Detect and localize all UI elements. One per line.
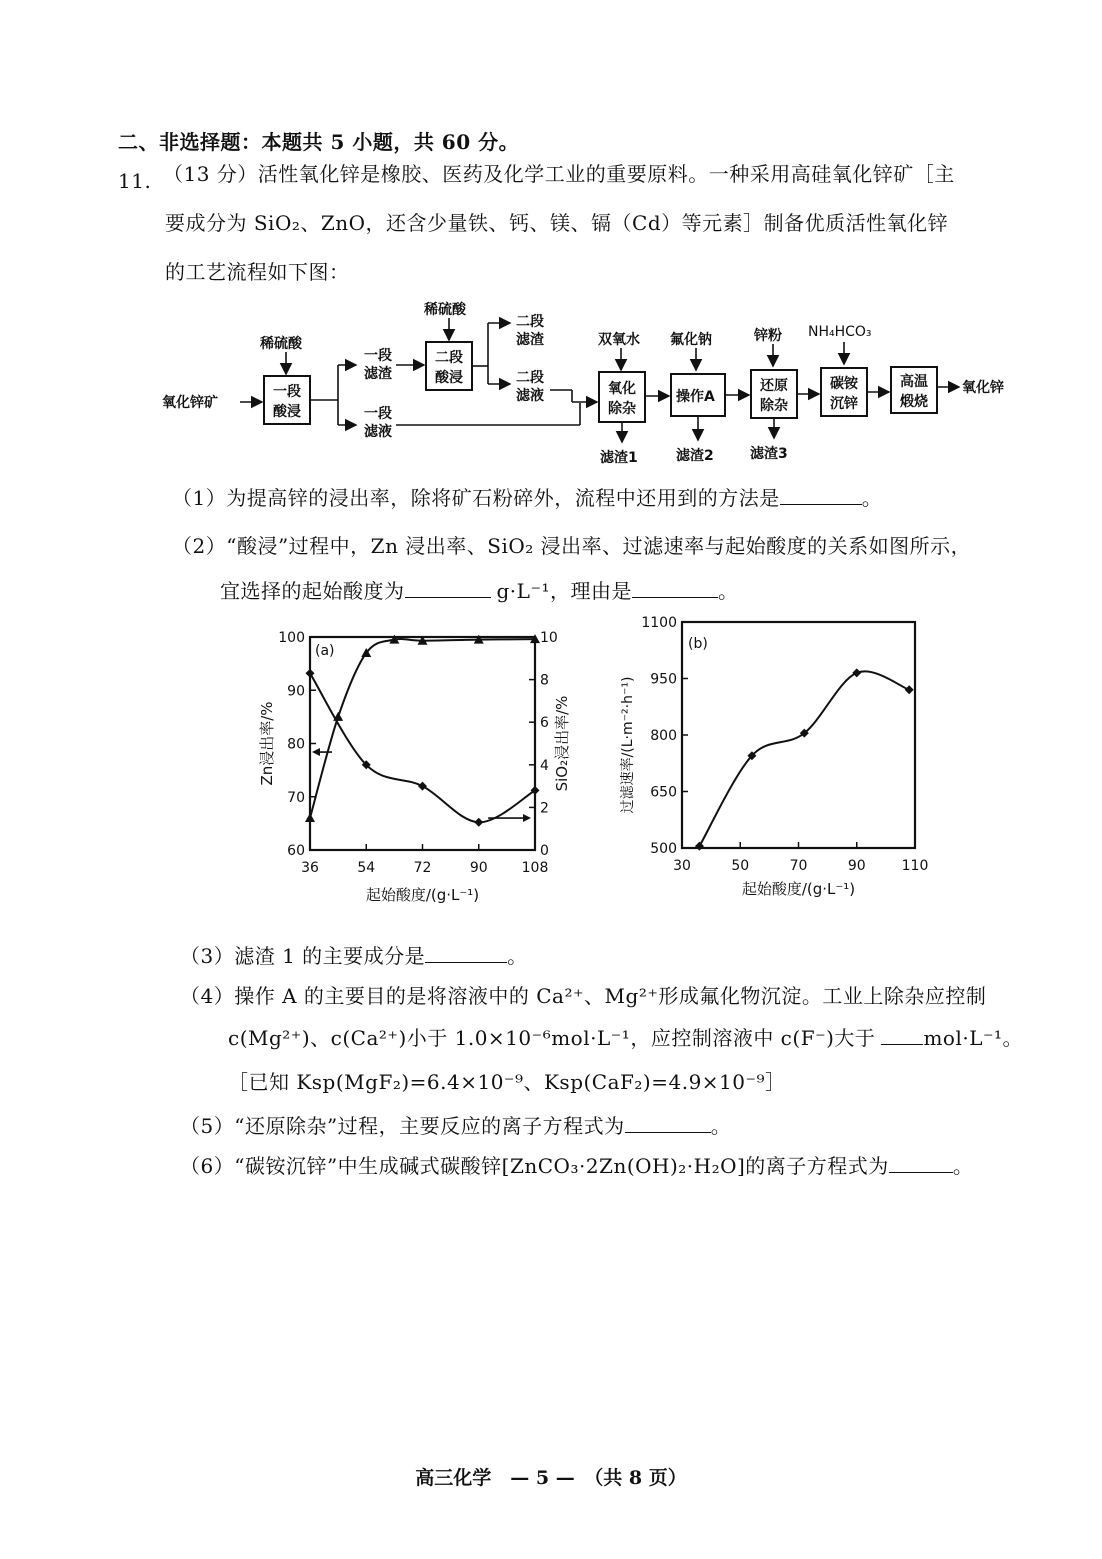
question-end: 。 xyxy=(710,1114,732,1138)
flow-zinc-label: 锌粉 xyxy=(754,328,782,344)
flow-input-label: 氧化锌矿 xyxy=(162,395,218,411)
answer-blank-2b[interactable] xyxy=(632,579,718,598)
question-3-text: （3）滤渣 1 的主要成分是 xyxy=(180,944,426,968)
question-6 xyxy=(180,1150,973,1179)
flow-leach2-box: 酸浸 xyxy=(435,370,463,386)
chart-a-y-left-tick-label: 60 xyxy=(287,843,305,859)
question-4b-pre: c(Mg²⁺)、c(Ca²⁺)小于 1.0×10⁻⁶mol·L⁻¹，应控制溶液中 c(F⁻)大于 xyxy=(228,1026,876,1050)
question-2a: （2）“酸浸”过程中，Zn 浸出率、SiO₂ 浸出率、过滤速率与起始酸度的关系如图所示， xyxy=(172,534,972,558)
page-footer: 高三化学 — 5 — （共 8 页） xyxy=(415,1467,687,1489)
flow-filtrate1-label: 一段 xyxy=(364,406,392,422)
chart-a-y-left-tick-label: 70 xyxy=(287,789,305,806)
flow-naf-label: 氟化钠 xyxy=(670,332,712,348)
flow-carb-box: 碳铵 xyxy=(830,376,858,392)
chart-a-x-tick-label: 72 xyxy=(413,860,432,876)
flow-nh4hco3-label: NH₄HCO₃ xyxy=(808,324,872,340)
question-intro-line3: 的工艺流程如下图： xyxy=(165,260,350,284)
chart-a-y-left-tick-label: 100 xyxy=(278,630,305,646)
question-4b-unit: mol·L⁻¹。 xyxy=(923,1026,1024,1050)
question-intro-line1: （13 分）活性氧化锌是橡胶、医药及化学工业的重要原料。一种采用高硅氧化锌矿［主 xyxy=(163,162,955,186)
answer-blank-2a[interactable] xyxy=(405,579,491,598)
chart-a-point xyxy=(306,669,315,678)
question-6-text: （6）“碳铵沉锌”中生成碱式碳酸锌[ZnCO₃·2Zn(OH)₂·H₂O]的离子方程式为 xyxy=(180,1154,889,1178)
chart-b-y-tick-label: 500 xyxy=(650,841,677,857)
chart-a-point xyxy=(418,782,427,791)
flow-leach1-box: 酸浸 xyxy=(273,404,301,420)
chart-b-series-line xyxy=(699,671,909,846)
answer-blank-4[interactable] xyxy=(881,1026,923,1045)
question-2b xyxy=(220,575,739,604)
chart-a-point xyxy=(305,813,315,822)
chart-a-y-left-axis-label: Zn浸出率/% xyxy=(258,701,276,786)
chart-a-series-line xyxy=(310,639,535,818)
question-2b-unit: g·L⁻¹，理由是 xyxy=(496,579,633,603)
flow-calc-box: 高温 xyxy=(900,374,928,390)
chart-a-x-tick-label: 108 xyxy=(521,860,549,876)
section-title: 二、非选择题：本题共 5 小题，共 60 分。 xyxy=(118,130,520,154)
chart-a-y-right-tick-label: 0 xyxy=(540,843,549,859)
flow-acid2-label: 稀硫酸 xyxy=(424,302,466,318)
question-3 xyxy=(180,940,528,969)
flow-filtrate2-label: 滤液 xyxy=(516,388,544,404)
chart-a-series-line xyxy=(310,673,535,822)
chart-a-y-right-tick-label: 2 xyxy=(540,800,549,817)
chart-a-y-right-axis-label: SiO₂浸出率/% xyxy=(553,695,571,792)
chart-b-x-tick-label: 110 xyxy=(901,858,929,874)
flow-residue2-label: 二段 xyxy=(516,314,544,330)
flow-residue1-label: 一段 xyxy=(364,348,392,364)
question-end: 。 xyxy=(718,579,739,603)
chart-b-point xyxy=(852,668,861,677)
chart-b-point xyxy=(905,685,914,694)
flow-leach2-box: 二段 xyxy=(435,350,463,366)
chart-b-x-tick-label: 70 xyxy=(789,858,808,874)
chart-a-x-tick-label: 90 xyxy=(469,860,488,876)
flow-reduction-box: 还原 xyxy=(760,378,788,394)
process-flowchart xyxy=(160,290,1040,475)
chart-b-y-axis-label: 过滤速率/(L·m⁻²·h⁻¹) xyxy=(620,676,636,814)
chart-b-panel-label: (b) xyxy=(688,636,708,652)
chart-a-x-axis-label: 起始酸度/(g·L⁻¹) xyxy=(365,886,480,904)
question-end: 。 xyxy=(952,1154,974,1178)
chart-b-y-tick-label: 800 xyxy=(650,728,677,744)
chart-b-y-tick-label: 650 xyxy=(650,784,677,801)
flow-output-label: 氧化锌 xyxy=(962,380,1004,396)
question-end: 。 xyxy=(861,486,883,510)
flow-carb-box: 沉锌 xyxy=(830,396,858,412)
answer-blank-5[interactable] xyxy=(625,1114,711,1133)
answer-blank-6[interactable] xyxy=(889,1154,953,1173)
chart-a-y-right-tick-label: 8 xyxy=(540,672,549,689)
chart-a-y-right-tick-label: 6 xyxy=(540,715,549,732)
flow-oxidation-box: 除杂 xyxy=(608,401,636,417)
flow-acid1-label: 稀硫酸 xyxy=(260,336,302,352)
question-5 xyxy=(180,1110,731,1139)
chart-b-x-tick-label: 30 xyxy=(673,858,691,874)
chart-b-x-tick-label: 50 xyxy=(731,858,750,874)
flow-slag2-label: 滤渣2 xyxy=(676,448,714,464)
flow-slag3-label: 滤渣3 xyxy=(750,446,788,462)
question-1-text: （1）为提高锌的浸出率，除将矿石粉碎外，流程中还用到的方法是 xyxy=(172,486,780,510)
flow-oxidation-box: 氧化 xyxy=(608,381,636,397)
chart-a xyxy=(258,630,571,904)
flow-calc-box: 煅烧 xyxy=(900,394,928,410)
flow-opA-box: 操作A xyxy=(676,389,715,405)
charts xyxy=(250,610,950,915)
question-4c: ［已知 Ksp(MgF₂)=6.4×10⁻⁹、Ksp(CaF₂)=4.9×10⁻⁹］ xyxy=(228,1070,786,1094)
chart-a-y-left-tick-label: 90 xyxy=(287,683,305,700)
question-1 xyxy=(172,482,882,511)
flow-residue2-label: 滤渣 xyxy=(516,332,544,348)
chart-a-x-tick-label: 54 xyxy=(357,860,376,876)
chart-a-y-left-tick-label: 80 xyxy=(287,736,305,753)
question-number: 11. xyxy=(118,169,152,193)
question-intro-line2: 要成分为 SiO₂、ZnO，还含少量铁、钙、镁、镉（Cd）等元素］制备优质活性氧化锌 xyxy=(165,211,949,235)
question-end: 。 xyxy=(507,944,528,968)
chart-a-point xyxy=(474,818,483,827)
question-2b-pre: 宜选择的起始酸度为 xyxy=(220,579,405,603)
flow-leach1-box: 一段 xyxy=(273,384,301,400)
question-4a: （4）操作 A 的主要目的是将溶液中的 Ca²⁺、Mg²⁺形成氟化物沉淀。工业上除杂应控制 xyxy=(180,984,987,1008)
question-5-text: （5）“还原除杂”过程，主要反应的离子方程式为 xyxy=(180,1114,625,1138)
question-4b xyxy=(228,1022,1023,1051)
chart-a-y-right-tick-label: 10 xyxy=(540,630,558,646)
chart-b-x-axis-label: 起始酸度/(g·L⁻¹) xyxy=(741,880,856,898)
chart-b xyxy=(619,615,928,898)
flow-filtrate2-label: 二段 xyxy=(516,370,544,386)
flow-residue1-label: 滤渣 xyxy=(364,366,392,382)
chart-b-x-tick-label: 90 xyxy=(847,858,866,874)
flow-filtrate1-label: 滤液 xyxy=(364,424,392,440)
chart-b-y-tick-label: 950 xyxy=(650,671,677,688)
flow-reduction-box: 除杂 xyxy=(760,398,788,414)
flow-h2o2-label: 双氧水 xyxy=(598,332,640,348)
chart-a-right-arrowhead xyxy=(523,814,531,822)
chart-b-point xyxy=(695,842,704,851)
chart-a-x-tick-label: 36 xyxy=(301,860,319,876)
flow-slag1-label: 滤渣1 xyxy=(600,450,638,466)
answer-blank-1[interactable] xyxy=(780,486,862,505)
chart-a-left-arrowhead xyxy=(312,748,320,756)
answer-blank-3[interactable] xyxy=(425,944,507,963)
chart-a-panel-label: (a) xyxy=(315,643,335,659)
chart-a-y-right-tick-label: 4 xyxy=(540,757,549,774)
chart-b-y-tick-label: 1100 xyxy=(641,615,677,631)
